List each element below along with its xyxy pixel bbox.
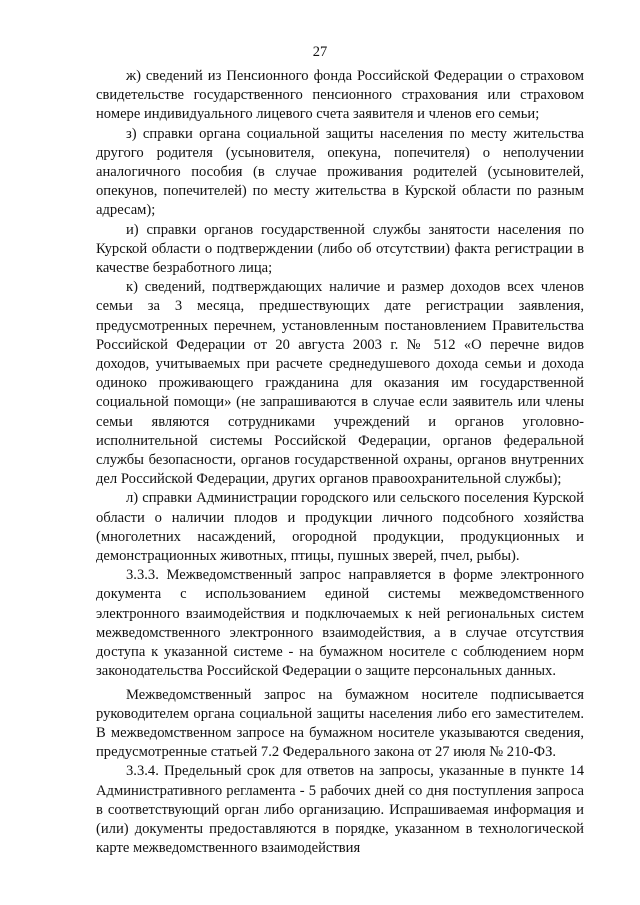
paragraph-l: л) справки Администрации городского или сельского поселения Курской области о наличии плодов и продукции личного подсобного хозяйства (многолетних насаждений, огородной продукции, продукционных и демонстрационных животных, птицы, пушных зверей, пчел, рыбы). <box>96 490 584 565</box>
paragraph-i: и) справки органов государственной службы занятости населения по Курской области о подтверждении (либо об отсутствии) факта регистрации в качестве безработного лица; <box>96 221 584 277</box>
paragraph-k: к) сведений, подтверждающих наличие и размер доходов всех членов семьи за 3 месяца, предшествующих дате регистрации заявления, предусмотренных перечнем, установленным постановлением Правительства Российской Федерации от 20 августа 2003 г. № 512 «О перечне видов доходов, учитываемых при расчете среднедушевого дохода семьи и дохода одиноко проживающего гражданина для оказания им государственной социальной помощи» (не запрашиваются в случае если заявитель или члены семьи являются сотрудниками учреждений и органов уголовно-исполнительной системы Российской Федерации, органов федеральной службы безопасности, органов государственной охраны, органов внутренних дел Российской Федерации, других органов правоохранительной службы); <box>96 279 584 488</box>
paragraph-paper-request: Межведомственный запрос на бумажном носителе подписывается руководителем органа социальной защиты населения либо его заместителем. В межведомственном запросе на бумажном носителе указываются сведения, предусмотренные статьей 7.2 Федерального закона от 27 июля № 210-ФЗ. <box>96 686 584 761</box>
paragraph-3-3-4: 3.3.4. Предельный срок для ответов на запросы, указанные в пункте 14 Административного регламента - 5 рабочих дней со дня поступления запроса в соответствующий орган либо организацию. Испрашиваемая информация и (или) документы предоставляются в порядке, указанном в технологической карте межведомственного взаимодействия <box>96 763 584 857</box>
document-body <box>96 67 584 858</box>
paragraph-z: з) справки органа социальной защиты населения по месту жительства другого родителя (усыновителя, опекуна, попечителя) о неполучении аналогичного пособия (в случае проживания родителей (усыновителей, опекунов, попечителей) по месту жительства в Курской области по разным адресам); <box>96 125 584 219</box>
paragraph-zh: ж) сведений из Пенсионного фонда Российской Федерации о страховом свидетельстве государственного пенсионного страхования или страховом номере индивидуального лицевого счета заявителя и членов его семьи; <box>96 68 584 123</box>
page-number: 27 <box>312 44 328 60</box>
paragraph-3-3-3: 3.3.3. Межведомственный запрос направляется в форме электронного документа с использованием единой системы межведомственного электронного взаимодействия и подключаемых к ней региональных систем межведомственного электронного взаимодействия, а в случае отсутствия доступа к указанной системе - на бумажном носителе с соблюдением норм законодательства Российской Федерации о защите персональных данных. <box>96 567 584 680</box>
